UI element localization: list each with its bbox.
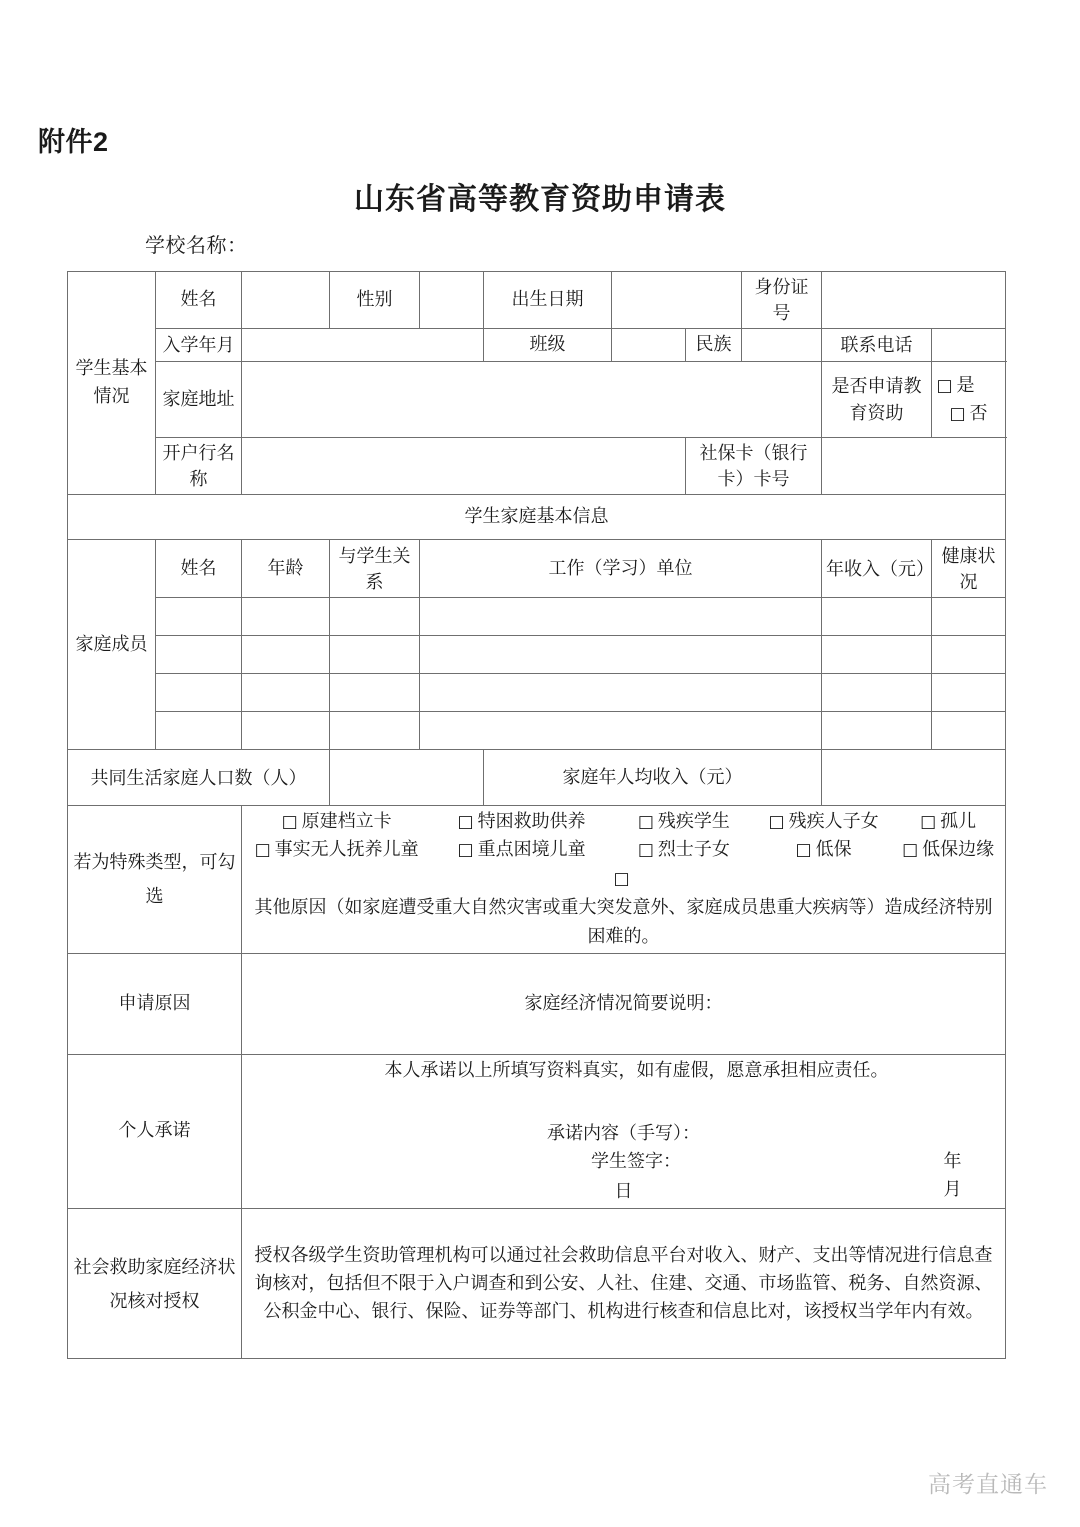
checkbox-icon[interactable]: □ (920, 812, 937, 833)
table-row (68, 329, 1006, 362)
authorization-text: 授权各级学生资助管理机构可以通过社会救助信息平台对收入、财产、支出等情况进行信息查询核对，包括但不限于入户调查和到公安、人社、住建、交通、市场监管、税务、自然资源、公积金中心、银行、保险、证券等部门、机构进行核查和信息比对，该授权当学年内有效。 (242, 1209, 1006, 1359)
table-row (68, 272, 1006, 329)
field-label-class: 班级 (484, 329, 612, 362)
checkbox-icon[interactable]: □ (902, 840, 919, 861)
field-label-bank-name: 开户行名称 (156, 438, 242, 495)
table-row (68, 636, 1006, 674)
special-type-option-subsistence-allowance[interactable] (752, 836, 895, 864)
checkbox-icon[interactable]: □ (281, 812, 298, 833)
personal-promise-label: 个人承诺 (68, 1054, 242, 1209)
family-cell-age[interactable] (242, 712, 330, 750)
checkbox-icon[interactable]: □ (613, 869, 630, 890)
field-label-enroll-year-month: 入学年月 (156, 329, 242, 362)
family-members-label: 家庭成员 (68, 540, 156, 750)
field-value-birth-date[interactable] (612, 272, 742, 329)
student-signature-label: 学生签字： (591, 1151, 681, 1172)
field-value-ethnicity[interactable] (742, 329, 822, 362)
application-form-table (67, 271, 1006, 1359)
personal-promise-content[interactable] (242, 1054, 1006, 1209)
family-cell-age[interactable] (242, 674, 330, 712)
field-label-ethnicity: 民族 (686, 329, 742, 362)
field-label-phone: 联系电话 (822, 329, 932, 362)
family-cell-workplace[interactable] (420, 636, 822, 674)
special-type-option-near-subsistence-allowance[interactable] (895, 836, 1001, 864)
special-types-other-checkbox-line (246, 864, 1001, 893)
field-label-birth-date: 出生日期 (484, 272, 612, 329)
watermark: 高考直通车 (928, 1471, 1048, 1497)
special-type-option-orphan[interactable] (895, 808, 1001, 836)
table-row (68, 806, 1006, 953)
special-type-label: 原建档立卡 (301, 811, 392, 832)
table-row (68, 1209, 1006, 1359)
apply-aid-options (932, 362, 1006, 438)
field-value-id-number[interactable] (822, 272, 1006, 329)
special-types-row-2 (246, 836, 1001, 864)
special-type-label: 低保 (815, 839, 852, 860)
family-cell-age[interactable] (242, 636, 330, 674)
special-types-label: 若为特殊类型，可勾选 (68, 806, 242, 953)
table-row (68, 953, 1006, 1054)
family-column-header-name: 姓名 (156, 540, 242, 598)
special-type-label: 事实无人抚养儿童 (274, 839, 419, 860)
special-types-options (242, 806, 1006, 953)
apply-reason-label: 申请原因 (68, 953, 242, 1054)
household-people-count-label: 共同生活家庭人口数（人） (68, 750, 330, 806)
family-cell-name[interactable] (156, 636, 242, 674)
checkbox-icon[interactable]: □ (637, 840, 654, 861)
family-cell-income[interactable] (822, 598, 932, 636)
apply-aid-option-yes[interactable] (936, 372, 974, 400)
apply-aid-option-no[interactable] (949, 400, 987, 428)
field-value-gender[interactable] (420, 272, 484, 329)
special-type-label: 重点困境儿童 (477, 839, 586, 860)
family-cell-income[interactable] (822, 674, 932, 712)
field-label-card-number: 社保卡（银行卡）卡号 (686, 438, 822, 495)
apply-aid-option-no-label: 否 (969, 402, 988, 423)
checkbox-icon[interactable]: □ (768, 812, 785, 833)
apply-reason-input[interactable] (242, 953, 1006, 1054)
field-label-id-number: 身份证号 (742, 272, 822, 329)
family-cell-health[interactable] (932, 636, 1006, 674)
checkbox-icon[interactable]: □ (457, 812, 474, 833)
family-cell-name[interactable] (156, 674, 242, 712)
family-cell-relation[interactable] (330, 636, 420, 674)
family-column-header-workplace: 工作（学习）单位 (420, 540, 822, 598)
family-cell-income[interactable] (822, 712, 932, 750)
apply-aid-option-yes-label: 是 (956, 374, 975, 395)
special-type-option-child-of-disabled[interactable] (752, 808, 895, 836)
field-label-gender: 性别 (330, 272, 420, 329)
field-value-phone[interactable] (932, 329, 1006, 362)
family-cell-name[interactable] (156, 712, 242, 750)
table-row (68, 540, 1006, 598)
checkbox-icon[interactable]: □ (795, 840, 812, 861)
special-types-other-text: 其他原因（如家庭遭受重大自然灾害或重大突发意外、家庭成员患重大疾病等）造成经济特别困难的。 (254, 896, 993, 946)
table-row (68, 362, 1006, 438)
checkbox-icon[interactable]: □ (936, 375, 953, 396)
promise-content-label: 承诺内容（手写）： (547, 1123, 700, 1144)
family-cell-relation[interactable] (330, 674, 420, 712)
special-type-label: 低保边缘 (922, 839, 995, 860)
special-type-option-de-facto-unattended-child[interactable] (246, 836, 427, 864)
field-label-apply-aid: 是否申请教育资助 (822, 362, 932, 438)
apply-reason-prompt: 家庭经济情况简要说明： (524, 992, 723, 1013)
special-type-label: 特困救助供养 (477, 811, 586, 832)
signature-date-day-label: 日 (614, 1181, 633, 1202)
table-row (68, 712, 1006, 750)
special-type-option-extreme-poverty-support[interactable] (427, 808, 616, 836)
family-column-header-income: 年收入（元） (822, 540, 932, 598)
family-column-header-health: 健康状况 (932, 540, 1006, 598)
checkbox-icon[interactable]: □ (949, 403, 966, 424)
family-cell-workplace[interactable] (420, 598, 822, 636)
checkbox-icon[interactable]: □ (637, 812, 654, 833)
authorization-label: 社会救助家庭经济状况核对授权 (68, 1209, 242, 1359)
signature-line (246, 1148, 1001, 1200)
attachment-label: 附件2 (38, 127, 109, 157)
family-cell-name[interactable] (156, 598, 242, 636)
field-label-home-address: 家庭地址 (156, 362, 242, 438)
checkbox-icon[interactable]: □ (254, 840, 271, 861)
field-value-bank-name[interactable] (242, 438, 686, 495)
family-column-header-relation: 与学生关系 (330, 540, 420, 598)
table-row (68, 750, 1006, 806)
special-type-option-disabled-student[interactable] (616, 808, 752, 836)
field-value-enroll-year-month[interactable] (242, 329, 484, 362)
field-value-card-number[interactable] (822, 438, 1006, 495)
household-avg-income-label: 家庭年人均收入（元） (484, 750, 822, 806)
family-cell-income[interactable] (822, 636, 932, 674)
promise-statement: 本人承诺以上所填写资料真实，如有虚假，愿意承担相应责任。 (384, 1059, 889, 1080)
promise-spacer (246, 1084, 1001, 1120)
family-cell-health[interactable] (932, 712, 1006, 750)
special-types-row-1 (246, 808, 1001, 836)
table-row (68, 1054, 1006, 1209)
table-row (68, 438, 1006, 495)
field-value-name[interactable] (242, 272, 330, 329)
family-cell-workplace[interactable] (420, 712, 822, 750)
page-title: 山东省高等教育资助申请表 (354, 183, 726, 216)
field-value-class[interactable] (612, 329, 686, 362)
table-row (68, 598, 1006, 636)
family-cell-health[interactable] (932, 598, 1006, 636)
family-column-header-age: 年龄 (242, 540, 330, 598)
table-row (68, 495, 1006, 540)
special-type-label: 残疾学生 (657, 811, 730, 832)
student-basic-section-label: 学生基本情况 (68, 272, 156, 495)
family-cell-relation[interactable] (330, 598, 420, 636)
special-type-option-poverty-card[interactable] (246, 808, 427, 836)
checkbox-icon[interactable]: □ (457, 840, 474, 861)
family-cell-workplace[interactable] (420, 674, 822, 712)
special-types-grid (246, 808, 1001, 950)
special-type-label: 残疾人子女 (788, 811, 879, 832)
special-type-label: 孤儿 (940, 811, 977, 832)
family-cell-age[interactable] (242, 598, 330, 636)
family-cell-health[interactable] (932, 674, 1006, 712)
table-row (68, 674, 1006, 712)
field-label-name: 姓名 (156, 272, 242, 329)
signature-date-label: 年 月 (943, 1151, 984, 1200)
school-name-label: 学校名称： (145, 235, 248, 257)
household-people-count-value[interactable] (330, 750, 484, 806)
family-section-band-label: 学生家庭基本信息 (68, 495, 1006, 540)
family-cell-relation[interactable] (330, 712, 420, 750)
field-value-home-address[interactable] (242, 362, 822, 438)
special-type-option-key-distressed-child[interactable] (427, 836, 616, 864)
household-avg-income-value[interactable] (822, 750, 1006, 806)
special-type-label: 烈士子女 (657, 839, 730, 860)
special-type-option-child-of-martyr[interactable] (616, 836, 752, 864)
